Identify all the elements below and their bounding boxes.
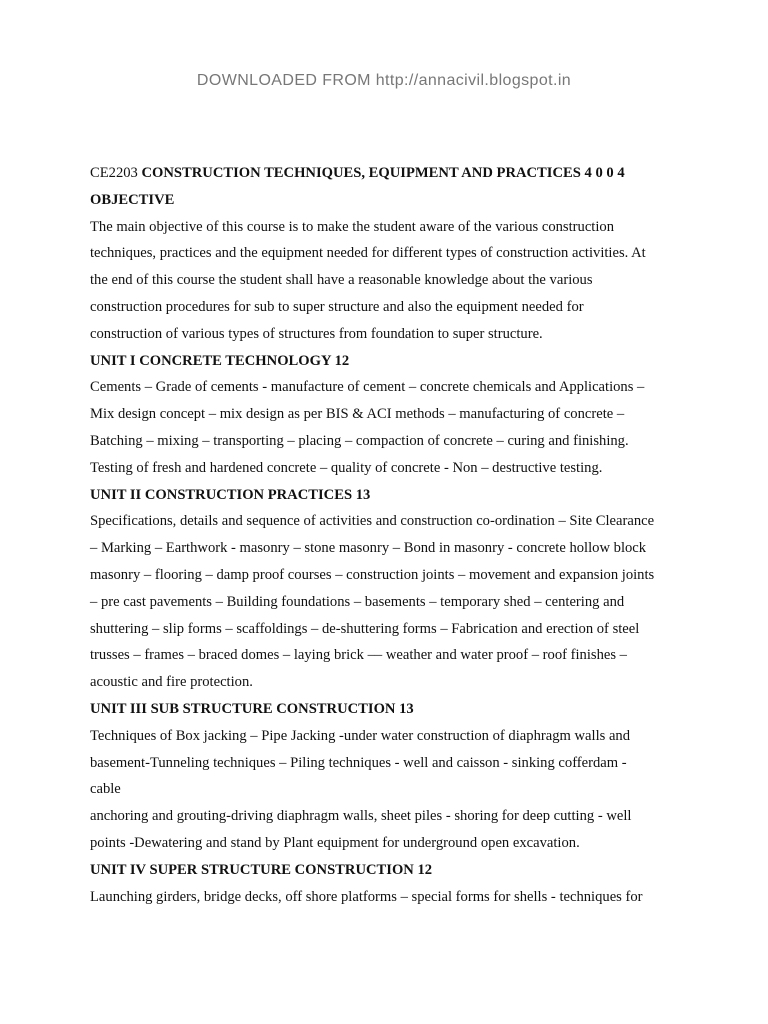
unit-3-line: points -Dewatering and stand by Plant equipment for underground open excavation. <box>90 834 580 851</box>
unit-2-line: – pre cast pavements – Building foundations – basements – temporary shed – centering and <box>90 593 625 610</box>
course-code: CE2203 <box>90 165 142 181</box>
unit-2-line: trusses – frames – braced domes – laying brick –– weather and water proof – roof finishes – <box>90 647 627 664</box>
unit-1-line: Batching – mixing – transporting – placing – compaction of concrete – curing and finishing. <box>90 432 629 449</box>
unit-3-line: cable <box>90 781 121 798</box>
unit-2-heading: UNIT II CONSTRUCTION PRACTICES 13 <box>90 486 371 503</box>
objective-heading: OBJECTIVE <box>90 191 175 208</box>
unit-3-line: basement-Tunneling techniques – Piling techniques - well and caisson - sinking cofferdam - <box>90 754 627 771</box>
unit-4-line: Launching girders, bridge decks, off shore platforms – special forms for shells - techniques for <box>90 888 643 905</box>
unit-3-line: Techniques of Box jacking – Pipe Jacking -under water construction of diaphragm walls and <box>90 727 631 744</box>
unit-1-line: Cements – Grade of cements - manufacture of cement – concrete chemicals and Applications – <box>90 379 645 396</box>
unit-3-heading: UNIT III SUB STRUCTURE CONSTRUCTION 13 <box>90 700 414 717</box>
objective-line: The main objective of this course is to make the student aware of the various construction <box>90 218 615 235</box>
course-title-line <box>90 160 680 187</box>
unit-2-line: Specifications, details and sequence of activities and construction co-ordination – Site Clearance <box>90 513 655 530</box>
objective-line: the end of this course the student shall have a reasonable knowledge about the various <box>90 272 593 289</box>
unit-2-line: acoustic and fire protection. <box>90 674 253 691</box>
unit-2-line: shuttering – slip forms – scaffoldings – de-shuttering forms – Fabrication and erection of steel <box>90 620 640 637</box>
unit-4-heading: UNIT IV SUPER STRUCTURE CONSTRUCTION 12 <box>90 861 433 878</box>
objective-line: techniques, practices and the equipment needed for different types of construction activities. At <box>90 245 646 262</box>
unit-1-heading: UNIT I CONCRETE TECHNOLOGY 12 <box>90 352 350 369</box>
unit-1-line: Mix design concept – mix design as per BIS & ACI methods – manufacturing of concrete – <box>90 406 625 423</box>
objective-line: construction procedures for sub to super structure and also the equipment needed for <box>90 298 584 315</box>
unit-3-line: anchoring and grouting-driving diaphragm walls, sheet piles - shoring for deep cutting - well <box>90 808 632 825</box>
unit-2-line: masonry – flooring – damp proof courses – construction joints – movement and expansion joints <box>90 566 655 583</box>
objective-line: construction of various types of structures from foundation to super structure. <box>90 325 543 342</box>
download-watermark: DOWNLOADED FROM http://annacivil.blogspot.in <box>196 72 572 89</box>
course-title: CONSTRUCTION TECHNIQUES, EQUIPMENT AND PRACTICES 4 0 0 4 <box>141 165 625 181</box>
syllabus-content <box>90 160 680 910</box>
unit-2-line: – Marking – Earthwork - masonry – stone masonry – Bond in masonry - concrete hollow block <box>90 540 647 557</box>
unit-1-line: Testing of fresh and hardened concrete – quality of concrete - Non – destructive testing. <box>90 459 603 476</box>
